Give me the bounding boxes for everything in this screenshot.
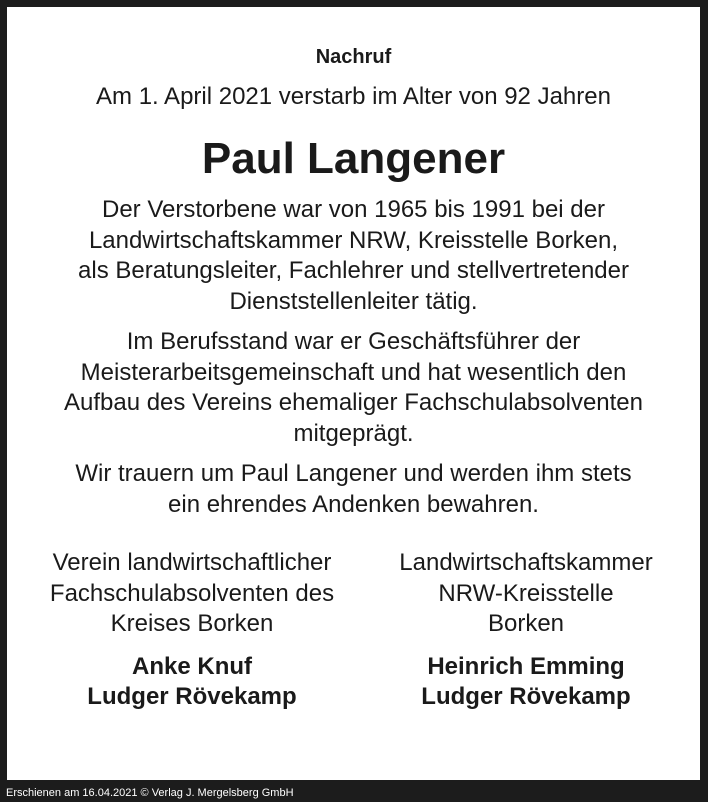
right-signatory [366, 548, 686, 713]
right-organization [366, 548, 686, 640]
organization-line: NRW-Kreisstelle [438, 579, 614, 607]
left-signatory [32, 548, 352, 713]
paragraph-line: Wir trauern um Paul Langener und werden ihm stets [75, 460, 632, 487]
paragraph-line: Der Verstorbene war von 1965 bis 1991 bei der [102, 196, 605, 223]
signatory-name: Ludger Rövekamp [421, 683, 631, 710]
publication-footer: Erschienen am 16.04.2021 © Verlag J. Mergelsberg GmbH [6, 787, 294, 799]
paragraph-line: als Beratungsleiter, Fachlehrer und stellvertretender [78, 257, 629, 284]
paragraph-line: mitgeprägt. [293, 419, 414, 447]
organization-line: Kreises Borken [110, 610, 274, 637]
obituary-notice [7, 7, 700, 780]
signatory-name: Heinrich Emming [427, 652, 625, 680]
deceased-name: Paul Langener [201, 134, 506, 183]
notice-heading: Nachruf [315, 46, 392, 68]
mourning-paragraph [7, 459, 700, 520]
paragraph-line: Im Berufsstand war er Geschäftsführer der [126, 328, 581, 355]
organization-line: Landwirtschaftskammer [399, 549, 653, 576]
signatory-name: Anke Knuf [132, 652, 252, 680]
organization-line: Fachschulabsolventen des [49, 579, 335, 607]
organization-line: Borken [487, 610, 565, 637]
death-date-line: Am 1. April 2021 verstarb im Alter von 92 Jahren [96, 83, 611, 110]
organization-line: Verein landwirtschaftlicher [52, 549, 332, 576]
paragraph-line: Dienststellenleiter tätig. [229, 287, 478, 315]
left-organization [32, 548, 352, 640]
paragraph-line: Aufbau des Vereins ehemaliger Fachschulabsolventen [63, 389, 644, 416]
association-paragraph [7, 327, 700, 449]
paragraph-line: Landwirtschaftskammer NRW, Kreisstelle Borken, [88, 226, 619, 254]
paragraph-line: ein ehrendes Andenken bewahren. [168, 490, 539, 518]
signatory-name: Ludger Rövekamp [87, 683, 297, 710]
paragraph-line: Meisterarbeitsgemeinschaft und hat wesentlich den [80, 358, 627, 386]
career-paragraph [7, 195, 700, 317]
